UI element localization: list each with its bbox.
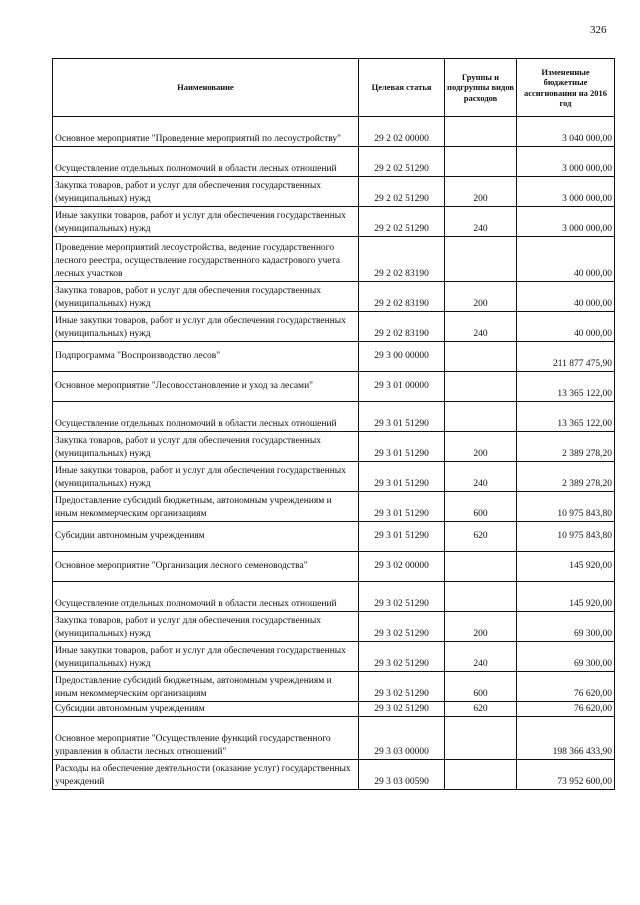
row-code: 29 3 02 51290 (359, 612, 445, 642)
row-code: 29 3 03 00000 (359, 717, 445, 760)
row-amount: 3 040 000,00 (517, 117, 615, 147)
row-code: 29 3 01 00000 (359, 372, 445, 402)
row-code: 29 2 02 83190 (359, 237, 445, 282)
row-name: Субсидии автономным учреждениям (53, 522, 359, 552)
row-code: 29 3 01 51290 (359, 492, 445, 522)
row-name: Осуществление отдельных полномочий в области лесных отношений (53, 402, 359, 432)
table-row (53, 402, 615, 432)
row-group: 600 (445, 492, 517, 522)
header-name: Наименование (53, 59, 359, 117)
row-code: 29 3 03 00590 (359, 760, 445, 790)
table-row (53, 492, 615, 522)
row-name: Иные закупки товаров, работ и услуг для обеспечения государственных (муниципальных) нужд (53, 207, 359, 237)
row-group: 200 (445, 177, 517, 207)
row-name: Закупка товаров, работ и услуг для обеспечения государственных (муниципальных) нужд (53, 177, 359, 207)
table-row (53, 282, 615, 312)
row-group (445, 582, 517, 612)
row-code: 29 2 02 51290 (359, 207, 445, 237)
row-name: Основное мероприятие "Организация лесного семеноводства" (53, 552, 359, 582)
row-amount: 69 300,00 (517, 612, 615, 642)
budget-table (52, 58, 615, 790)
row-code: 29 2 02 51290 (359, 177, 445, 207)
row-code: 29 3 01 51290 (359, 522, 445, 552)
table-row (53, 462, 615, 492)
table-row (53, 522, 615, 552)
row-code: 29 3 00 00000 (359, 342, 445, 372)
row-amount: 76 620,00 (517, 672, 615, 702)
row-amount: 13 365 122,00 (517, 372, 615, 402)
table-row (53, 552, 615, 582)
row-code: 29 3 02 00000 (359, 552, 445, 582)
table-row (53, 642, 615, 672)
row-group (445, 147, 517, 177)
row-group: 200 (445, 282, 517, 312)
row-name: Расходы на обеспечение деятельности (оказание услуг) государственных учреждений (53, 760, 359, 790)
table-row (53, 702, 615, 717)
table-row (53, 312, 615, 342)
table-row (53, 372, 615, 402)
row-name: Основное мероприятие "Лесовосстановление и уход за лесами" (53, 372, 359, 402)
table-row (53, 177, 615, 207)
row-group: 240 (445, 312, 517, 342)
row-amount: 3 000 000,00 (517, 207, 615, 237)
row-code: 29 3 01 51290 (359, 462, 445, 492)
table-row (53, 672, 615, 702)
row-amount: 73 952 600,00 (517, 760, 615, 790)
row-group: 200 (445, 432, 517, 462)
header-code: Целевая статья (359, 59, 445, 117)
row-amount: 2 389 278,20 (517, 462, 615, 492)
row-code: 29 3 01 51290 (359, 432, 445, 462)
row-group: 240 (445, 207, 517, 237)
row-name: Закупка товаров, работ и услуг для обеспечения государственных (муниципальных) нужд (53, 432, 359, 462)
row-amount: 3 000 000,00 (517, 177, 615, 207)
row-code: 29 3 01 51290 (359, 402, 445, 432)
table-row (53, 342, 615, 372)
row-amount: 40 000,00 (517, 312, 615, 342)
row-name: Осуществление отдельных полномочий в области лесных отношений (53, 147, 359, 177)
row-group: 600 (445, 672, 517, 702)
row-group (445, 760, 517, 790)
row-amount: 145 920,00 (517, 552, 615, 582)
row-code: 29 2 02 83190 (359, 282, 445, 312)
table-row (53, 760, 615, 790)
row-amount: 76 620,00 (517, 702, 615, 717)
row-group (445, 402, 517, 432)
row-amount: 10 975 843,80 (517, 522, 615, 552)
row-name: Закупка товаров, работ и услуг для обеспечения государственных (муниципальных) нужд (53, 282, 359, 312)
table-row (53, 432, 615, 462)
table-row (53, 612, 615, 642)
row-amount: 69 300,00 (517, 642, 615, 672)
row-name: Осуществление отдельных полномочий в области лесных отношений (53, 582, 359, 612)
header-group: Группы и подгруппы видов расходов (445, 59, 517, 117)
table-row (53, 717, 615, 760)
row-name: Подпрограмма "Воспроизводство лесов" (53, 342, 359, 372)
row-code: 29 3 02 51290 (359, 702, 445, 717)
table-row (53, 207, 615, 237)
table-row (53, 582, 615, 612)
row-code: 29 2 02 00000 (359, 117, 445, 147)
row-name: Иные закупки товаров, работ и услуг для обеспечения государственных (муниципальных) нужд (53, 642, 359, 672)
table-header-row (53, 59, 615, 117)
row-name: Закупка товаров, работ и услуг для обеспечения государственных (муниципальных) нужд (53, 612, 359, 642)
row-name: Проведение мероприятий лесоустройства, ведение государственного лесного реестра, осуществление государственного кадастрового учета лесных участков (53, 237, 359, 282)
row-group (445, 552, 517, 582)
row-code: 29 3 02 51290 (359, 642, 445, 672)
row-group (445, 342, 517, 372)
row-group: 620 (445, 702, 517, 717)
row-group (445, 237, 517, 282)
row-amount: 145 920,00 (517, 582, 615, 612)
row-name: Субсидии автономным учреждениям (53, 702, 359, 717)
row-amount: 3 000 000,00 (517, 147, 615, 177)
row-code: 29 2 02 83190 (359, 312, 445, 342)
table-row (53, 147, 615, 177)
row-amount: 211 877 475,90 (517, 342, 615, 372)
row-name: Иные закупки товаров, работ и услуг для обеспечения государственных (муниципальных) нужд (53, 312, 359, 342)
row-group: 240 (445, 462, 517, 492)
row-group: 620 (445, 522, 517, 552)
row-code: 29 3 02 51290 (359, 672, 445, 702)
row-amount: 40 000,00 (517, 237, 615, 282)
table-row (53, 117, 615, 147)
row-amount: 40 000,00 (517, 282, 615, 312)
row-code: 29 2 02 51290 (359, 147, 445, 177)
header-amount: Измененные бюджетные ассигнования на 2016 год (517, 59, 615, 117)
row-group (445, 717, 517, 760)
row-amount: 13 365 122,00 (517, 402, 615, 432)
row-amount: 2 389 278,20 (517, 432, 615, 462)
row-name: Предоставление субсидий бюджетным, автономным учреждениям и иным некоммерческим организациям (53, 492, 359, 522)
row-name: Основное мероприятие "Осуществление функций государственного управления в области лесных отношений" (53, 717, 359, 760)
row-name: Иные закупки товаров, работ и услуг для обеспечения государственных (муниципальных) нужд (53, 462, 359, 492)
row-name: Основное мероприятие "Проведение мероприятий по лесоустройству" (53, 117, 359, 147)
row-code: 29 3 02 51290 (359, 582, 445, 612)
row-group (445, 117, 517, 147)
page-number: 326 (590, 24, 607, 36)
row-group (445, 372, 517, 402)
row-group: 240 (445, 642, 517, 672)
row-amount: 10 975 843,80 (517, 492, 615, 522)
row-amount: 198 366 433,90 (517, 717, 615, 760)
row-name: Предоставление субсидий бюджетным, автономным учреждениям и иным некоммерческим организациям (53, 672, 359, 702)
table-row (53, 237, 615, 282)
row-group: 200 (445, 612, 517, 642)
